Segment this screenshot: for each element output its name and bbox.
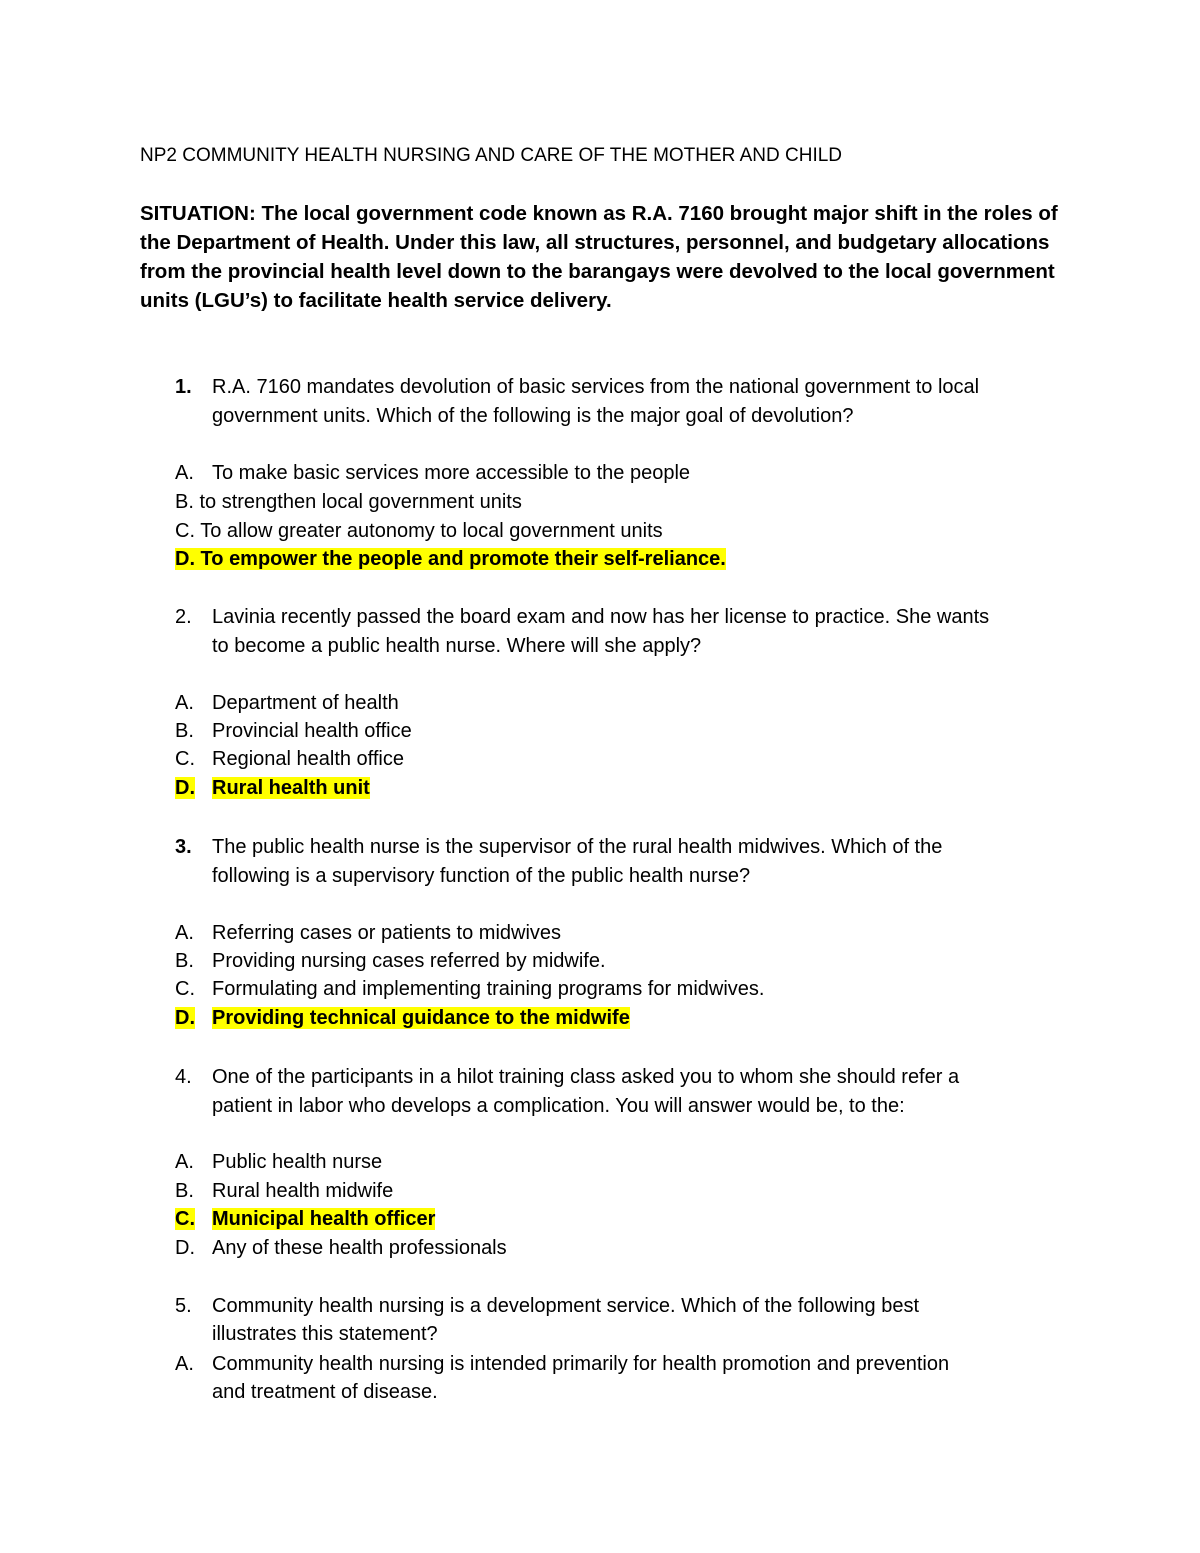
- option-letter: [175, 774, 195, 802]
- option-letter: [175, 1205, 195, 1233]
- option-text: C. To allow greater autonomy to local government units: [175, 520, 663, 542]
- question-text-line: following is a supervisory function of the public health nurse?: [212, 865, 751, 887]
- question-text-line: Lavinia recently passed the board exam and now has her license to practice. She wants: [212, 606, 990, 628]
- option-text: B. to strengthen local government units: [175, 491, 522, 513]
- option-text-line: and treatment of disease.: [212, 1381, 438, 1403]
- question-text-line: The public health nurse is the supervisor of the rural health midwives. Which of the: [212, 836, 943, 858]
- question-number: 1.: [175, 376, 192, 398]
- option-text: To make basic services more accessible to the people: [212, 462, 691, 484]
- option-text: Formulating and implementing training programs for midwives.: [212, 978, 765, 1000]
- option-letter: A.: [175, 1353, 194, 1375]
- question-number: 4.: [175, 1066, 192, 1088]
- correct-answer-option: [212, 1004, 630, 1032]
- option-text-line: Community health nursing is intended primarily for health promotion and prevention: [212, 1353, 950, 1375]
- option-letter-highlighted: D.: [175, 1007, 195, 1029]
- question-text-line: patient in labor who develops a complication. You will answer would be, to the:: [212, 1095, 905, 1117]
- question-text-line: Community health nursing is a development service. Which of the following best: [212, 1295, 920, 1317]
- question-text-line: One of the participants in a hilot training class asked you to whom she should refer a: [212, 1066, 960, 1088]
- option-text: Public health nurse: [212, 1151, 383, 1173]
- option-letter: A.: [175, 922, 194, 944]
- option-letter-highlighted: C.: [175, 1208, 195, 1230]
- option-text: Rural health midwife: [212, 1180, 394, 1202]
- option-letter: A.: [175, 1151, 194, 1173]
- question-number: 3.: [175, 836, 192, 858]
- option-text: Regional health office: [212, 748, 404, 770]
- option-letter: B.: [175, 1180, 194, 1202]
- option-letter: D.: [175, 1237, 195, 1259]
- option-letter-highlighted: D.: [175, 777, 195, 799]
- correct-answer-option: [212, 1205, 435, 1233]
- option-text-highlighted: Rural health unit: [212, 777, 370, 799]
- option-letter: B.: [175, 950, 194, 972]
- question-text-line: government units. Which of the following is the major goal of devolution?: [212, 405, 854, 427]
- correct-answer-option: [175, 545, 726, 573]
- question-number: 5.: [175, 1295, 192, 1317]
- question-text-line: to become a public health nurse. Where will she apply?: [212, 635, 702, 657]
- question-text-line: R.A. 7160 mandates devolution of basic services from the national government to local: [212, 376, 980, 398]
- option-text: Provincial health office: [212, 720, 412, 742]
- option-letter: A.: [175, 462, 194, 484]
- option-letter: C.: [175, 748, 195, 770]
- option-text-highlighted: Municipal health officer: [212, 1208, 436, 1230]
- question-number: 2.: [175, 606, 192, 628]
- situation-paragraph: SITUATION: The local government code known as R.A. 7160 brought major shift in the roles of the Department of Health. Under this law, all structures, personnel, and budgetary allocations from the provincial health level down to the barangays were devolved to the local government units (LGU’s) to facilitate health service delivery.: [140, 202, 1058, 312]
- option-text: Referring cases or patients to midwives: [212, 922, 562, 944]
- option-text: Providing nursing cases referred by midwife.: [212, 950, 606, 972]
- document-title: NP2 COMMUNITY HEALTH NURSING AND CARE OF THE MOTHER AND CHILD: [140, 145, 843, 166]
- correct-answer-option: [212, 774, 370, 802]
- option-text: Department of health: [212, 692, 399, 714]
- option-text-highlighted: Providing technical guidance to the midwife: [212, 1007, 630, 1029]
- option-letter: B.: [175, 720, 194, 742]
- option-letter: [175, 1004, 195, 1032]
- question-text-line: illustrates this statement?: [212, 1323, 438, 1345]
- option-text-highlighted: D. To empower the people and promote their self-reliance.: [175, 548, 726, 570]
- option-text: Any of these health professionals: [212, 1237, 507, 1259]
- option-letter: A.: [175, 692, 194, 714]
- option-letter: C.: [175, 978, 195, 1000]
